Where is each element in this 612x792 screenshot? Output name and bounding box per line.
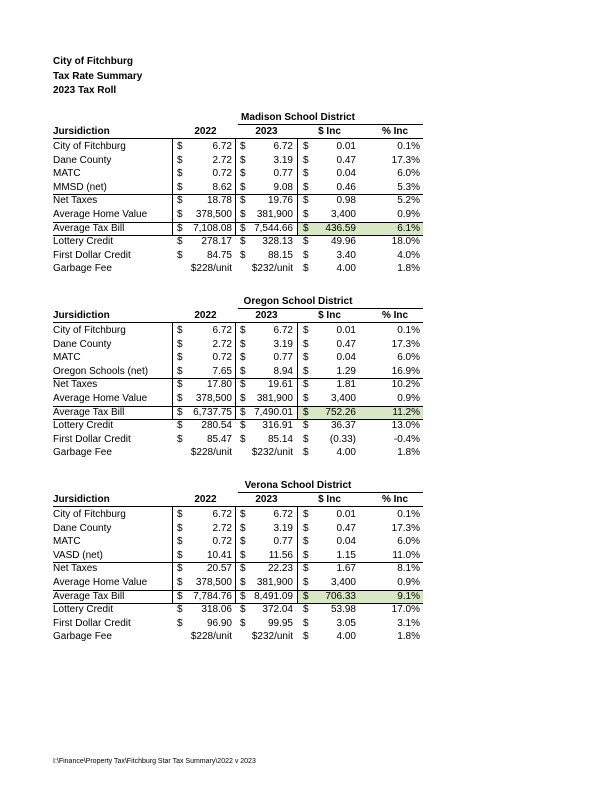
column-separator <box>297 322 298 419</box>
dollar-sign: $ <box>240 141 246 152</box>
value-increase: 0.98 <box>336 195 356 207</box>
value-2023: 6.72 <box>273 509 293 520</box>
value-2022: 0.72 <box>212 168 232 180</box>
percent-increase: -0.4% <box>393 433 420 445</box>
column-header-2023: 2023 <box>255 310 278 321</box>
dollar-sign: $ <box>240 393 246 404</box>
dollar-sign: $ <box>303 263 309 275</box>
row-label: Oregon Schools (net) <box>53 365 149 377</box>
percent-increase: 0.1% <box>397 509 420 520</box>
dollar-sign: $ <box>303 168 309 180</box>
value-2022: 8.62 <box>212 181 232 193</box>
value-increase: 0.47 <box>336 522 356 534</box>
dollar-sign: $ <box>240 420 246 432</box>
percent-increase: 10.2% <box>391 379 420 391</box>
row-label: Lottery Credit <box>53 236 114 248</box>
value-2023: 3.19 <box>273 522 293 534</box>
row-label: Average Home Value <box>53 209 148 220</box>
dollar-sign: $ <box>177 195 183 207</box>
percent-increase: 3.1% <box>397 617 420 629</box>
value-increase: 1.15 <box>336 549 356 561</box>
value-increase: 752.26 <box>325 406 356 418</box>
dollar-sign: $ <box>240 604 246 616</box>
column-header-pct: % Inc <box>381 310 409 321</box>
value-2022: 7,108.08 <box>193 222 232 234</box>
percent-increase: 6.0% <box>397 352 420 364</box>
tax-bill-bottom-rule <box>53 235 423 236</box>
header-underline <box>53 506 423 507</box>
value-2022: 0.72 <box>212 352 232 364</box>
percent-increase: 0.9% <box>397 209 420 220</box>
dollar-sign: $ <box>240 406 246 418</box>
dollar-sign: $ <box>303 590 309 602</box>
column-header-2022: 2022 <box>194 494 217 505</box>
dollar-sign: $ <box>303 365 309 377</box>
value-2023: 316.91 <box>262 420 293 432</box>
row-label: Net Taxes <box>53 379 98 391</box>
percent-increase: 17.3% <box>391 154 420 166</box>
value-2023: 3.19 <box>273 154 293 166</box>
dollar-sign: $ <box>177 406 183 418</box>
dollar-sign: $ <box>240 154 246 166</box>
value-2023: 0.77 <box>273 536 293 548</box>
row-label: First Dollar Credit <box>53 617 131 629</box>
value-increase: 0.01 <box>336 141 356 152</box>
dollar-sign: $ <box>177 536 183 548</box>
dollar-sign: $ <box>303 536 309 548</box>
row-label: Average Home Value <box>53 577 148 588</box>
value-2023: 6.72 <box>273 325 293 336</box>
value-2022: 7,784.76 <box>193 590 232 602</box>
row-label: Garbage Fee <box>53 631 112 643</box>
column-separator <box>297 138 298 235</box>
value-increase: 0.04 <box>336 536 356 548</box>
value-2022: 6.72 <box>212 509 232 520</box>
dollar-sign: $ <box>177 563 183 575</box>
value-2023: 372.04 <box>262 604 293 616</box>
value-2023: 88.15 <box>267 249 293 261</box>
dollar-sign: $ <box>303 249 309 261</box>
value-2023: 381,900 <box>256 393 293 404</box>
value-2023: 3.19 <box>273 338 293 350</box>
header-underline <box>53 138 423 139</box>
dollar-sign: $ <box>177 433 183 445</box>
row-label: Average Tax Bill <box>53 590 125 602</box>
value-increase: 3,400 <box>330 209 356 220</box>
value-increase: (0.33) <box>329 433 356 445</box>
dollar-sign: $ <box>240 563 246 575</box>
percent-increase: 0.9% <box>397 393 420 404</box>
column-header-inc: $ Inc <box>318 494 341 505</box>
value-increase: 0.01 <box>336 509 356 520</box>
column-separator <box>235 322 236 419</box>
value-2022: 378,500 <box>195 577 232 588</box>
subtotal-rule <box>53 194 423 195</box>
column-separator <box>172 322 173 419</box>
value-2022: 6.72 <box>212 325 232 336</box>
dollar-sign: $ <box>303 509 309 520</box>
percent-increase: 4.0% <box>397 249 420 261</box>
dollar-sign: $ <box>303 338 309 350</box>
tax-bill-bottom-rule <box>53 419 423 420</box>
value-2022: $228/unit <box>190 447 232 459</box>
column-separator <box>297 506 298 603</box>
dollar-sign: $ <box>240 181 246 193</box>
dollar-sign: $ <box>303 181 309 193</box>
value-2023: 8.94 <box>273 365 293 377</box>
dollar-sign: $ <box>303 352 309 364</box>
dollar-sign: $ <box>240 433 246 445</box>
value-increase: 0.04 <box>336 352 356 364</box>
tax-bill-top-rule <box>53 222 423 223</box>
value-2023: 328.13 <box>262 236 293 248</box>
value-2022: 2.72 <box>212 154 232 166</box>
value-increase: 0.47 <box>336 338 356 350</box>
dollar-sign: $ <box>303 631 309 643</box>
tax-bill-top-rule <box>53 406 423 407</box>
percent-increase: 0.1% <box>397 325 420 336</box>
value-increase: 49.96 <box>330 236 356 248</box>
value-increase: 706.33 <box>325 590 356 602</box>
dollar-sign: $ <box>177 577 183 588</box>
district-title: Oregon School District <box>243 296 353 307</box>
percent-increase: 17.0% <box>391 604 420 616</box>
value-2023: 85.14 <box>267 433 293 445</box>
dollar-sign: $ <box>177 181 183 193</box>
value-increase: 0.04 <box>336 168 356 180</box>
column-separator <box>172 138 173 235</box>
value-2022: 280.54 <box>201 420 232 432</box>
value-2022: 96.90 <box>206 617 232 629</box>
tax-bill-top-rule <box>53 590 423 591</box>
value-2023: 0.77 <box>273 352 293 364</box>
row-label: Average Home Value <box>53 393 148 404</box>
row-label: VASD (net) <box>53 549 103 561</box>
value-increase: 436.59 <box>325 222 356 234</box>
dollar-sign: $ <box>240 249 246 261</box>
dollar-sign: $ <box>240 617 246 629</box>
value-2022: 378,500 <box>195 209 232 220</box>
dollar-sign: $ <box>303 209 309 220</box>
percent-increase: 17.3% <box>391 338 420 350</box>
row-label: First Dollar Credit <box>53 249 131 261</box>
column-header-jurisdiction: Jursidiction <box>53 310 110 321</box>
column-header-2023: 2023 <box>255 494 278 505</box>
dollar-sign: $ <box>177 325 183 336</box>
dollar-sign: $ <box>240 352 246 364</box>
value-2023: 7,490.01 <box>254 406 293 418</box>
column-separator <box>235 506 236 603</box>
row-label: First Dollar Credit <box>53 433 131 445</box>
value-2023: 381,900 <box>256 577 293 588</box>
dollar-sign: $ <box>177 154 183 166</box>
dollar-sign: $ <box>177 236 183 248</box>
value-2022: 17.80 <box>206 379 232 391</box>
row-label: Garbage Fee <box>53 263 112 275</box>
value-increase: 0.01 <box>336 325 356 336</box>
value-increase: 3,400 <box>330 393 356 404</box>
row-label: Average Tax Bill <box>53 222 125 234</box>
dollar-sign: $ <box>240 325 246 336</box>
file-path-footer: I:\Finance\Property Tax\Fitchburg Star Tax Summary\2022 v 2023 <box>53 758 256 765</box>
value-2022: 6,737.75 <box>193 406 232 418</box>
dollar-sign: $ <box>240 338 246 350</box>
dollar-sign: $ <box>240 577 246 588</box>
value-2022: 0.72 <box>212 536 232 548</box>
dollar-sign: $ <box>177 222 183 234</box>
value-increase: 53.98 <box>330 604 356 616</box>
row-label: Net Taxes <box>53 563 98 575</box>
column-header-jurisdiction: Jursidiction <box>53 494 110 505</box>
dollar-sign: $ <box>177 590 183 602</box>
value-2022: 2.72 <box>212 522 232 534</box>
row-label: City of Fitchburg <box>53 325 126 336</box>
row-label: MATC <box>53 536 81 548</box>
value-2022: 84.75 <box>206 249 232 261</box>
value-2023: 11.56 <box>268 549 293 561</box>
dollar-sign: $ <box>177 509 183 520</box>
row-label: Dane County <box>53 522 112 534</box>
value-2023: 99.95 <box>267 617 293 629</box>
value-2022: 318.06 <box>201 604 232 616</box>
header-roll: 2023 Tax Roll <box>53 85 117 96</box>
percent-increase: 13.0% <box>391 420 420 432</box>
value-2022: 20.57 <box>206 563 232 575</box>
percent-increase: 0.9% <box>397 577 420 588</box>
dollar-sign: $ <box>177 549 183 561</box>
value-2023: $232/unit <box>251 447 293 459</box>
dollar-sign: $ <box>303 549 309 561</box>
value-2023: $232/unit <box>251 263 293 275</box>
percent-increase: 1.8% <box>397 447 420 459</box>
header-underline <box>53 322 423 323</box>
value-2023: 6.72 <box>273 141 293 152</box>
dollar-sign: $ <box>177 420 183 432</box>
dollar-sign: $ <box>303 325 309 336</box>
row-label: Lottery Credit <box>53 604 114 616</box>
dollar-sign: $ <box>177 522 183 534</box>
column-header-inc: $ Inc <box>318 310 341 321</box>
dollar-sign: $ <box>177 168 183 180</box>
district-title: Madison School District <box>241 112 355 123</box>
subtotal-rule <box>53 378 423 379</box>
value-2022: 85.47 <box>206 433 232 445</box>
row-label: Net Taxes <box>53 195 98 207</box>
dollar-sign: $ <box>177 379 183 391</box>
dollar-sign: $ <box>240 590 246 602</box>
report-header <box>53 55 142 99</box>
percent-increase: 5.3% <box>397 181 420 193</box>
dollar-sign: $ <box>177 338 183 350</box>
column-header-jurisdiction: Jursidiction <box>53 126 110 137</box>
value-2022: 10.41 <box>206 549 232 561</box>
value-increase: 4.00 <box>336 263 356 275</box>
dollar-sign: $ <box>303 420 309 432</box>
percent-increase: 8.1% <box>397 563 420 575</box>
value-2022: 6.72 <box>212 141 232 152</box>
dollar-sign: $ <box>240 365 246 377</box>
dollar-sign: $ <box>303 393 309 404</box>
dollar-sign: $ <box>303 617 309 629</box>
percent-increase: 1.8% <box>397 631 420 643</box>
dollar-sign: $ <box>240 168 246 180</box>
dollar-sign: $ <box>177 209 183 220</box>
dollar-sign: $ <box>177 365 183 377</box>
column-header-2022: 2022 <box>194 126 217 137</box>
dollar-sign: $ <box>240 195 246 207</box>
percent-increase: 1.8% <box>397 263 420 275</box>
dollar-sign: $ <box>303 577 309 588</box>
dollar-sign: $ <box>177 604 183 616</box>
percent-increase: 11.0% <box>392 549 420 561</box>
dollar-sign: $ <box>303 604 309 616</box>
value-increase: 1.67 <box>336 563 356 575</box>
row-label: Garbage Fee <box>53 447 112 459</box>
row-label: Dane County <box>53 338 112 350</box>
percent-increase: 0.1% <box>397 141 420 152</box>
value-2022: 2.72 <box>212 338 232 350</box>
dollar-sign: $ <box>303 236 309 248</box>
dollar-sign: $ <box>303 195 309 207</box>
dollar-sign: $ <box>240 222 246 234</box>
value-2023: $232/unit <box>251 631 293 643</box>
dollar-sign: $ <box>303 563 309 575</box>
percent-increase: 17.3% <box>391 522 420 534</box>
dollar-sign: $ <box>177 393 183 404</box>
value-2022: $228/unit <box>190 631 232 643</box>
column-header-pct: % Inc <box>381 494 409 505</box>
dollar-sign: $ <box>303 447 309 459</box>
value-increase: 36.37 <box>330 420 356 432</box>
value-increase: 0.46 <box>336 181 356 193</box>
header-title: Tax Rate Summary <box>53 70 143 82</box>
percent-increase: 6.1% <box>397 222 420 234</box>
row-label: Dane County <box>53 154 112 166</box>
dollar-sign: $ <box>177 352 183 364</box>
value-2023: 7,544.66 <box>254 222 293 234</box>
value-increase: 3.40 <box>336 249 356 261</box>
value-2023: 381,900 <box>256 209 293 220</box>
district-title: Verona School District <box>244 480 352 491</box>
tax-bill-bottom-rule <box>53 603 423 604</box>
percent-increase: 18.0% <box>391 236 420 248</box>
dollar-sign: $ <box>303 154 309 166</box>
row-label: Lottery Credit <box>53 420 114 432</box>
dollar-sign: $ <box>240 536 246 548</box>
dollar-sign: $ <box>303 379 309 391</box>
percent-increase: 5.2% <box>397 195 420 207</box>
dollar-sign: $ <box>240 209 246 220</box>
value-2022: 7.65 <box>212 365 232 377</box>
dollar-sign: $ <box>177 249 183 261</box>
value-2023: 8,491.09 <box>254 590 293 602</box>
dollar-sign: $ <box>303 141 309 152</box>
dollar-sign: $ <box>177 617 183 629</box>
value-increase: 0.47 <box>336 154 356 166</box>
value-increase: 3,400 <box>330 577 356 588</box>
dollar-sign: $ <box>240 236 246 248</box>
dollar-sign: $ <box>303 433 309 445</box>
value-2023: 19.61 <box>267 379 293 391</box>
dollar-sign: $ <box>240 549 246 561</box>
percent-increase: 6.0% <box>397 536 420 548</box>
dollar-sign: $ <box>303 222 309 234</box>
value-2023: 9.08 <box>273 181 293 193</box>
dollar-sign: $ <box>240 509 246 520</box>
value-2023: 0.77 <box>273 168 293 180</box>
column-separator <box>172 506 173 603</box>
column-header-2023: 2023 <box>255 126 278 137</box>
row-label: MATC <box>53 352 81 364</box>
value-increase: 1.81 <box>336 379 356 391</box>
row-label: Average Tax Bill <box>53 406 125 418</box>
value-2023: 22.23 <box>267 563 293 575</box>
subtotal-rule <box>53 562 423 563</box>
value-increase: 4.00 <box>336 447 356 459</box>
dollar-sign: $ <box>240 379 246 391</box>
column-header-2022: 2022 <box>194 310 217 321</box>
dollar-sign: $ <box>177 141 183 152</box>
dollar-sign: $ <box>303 522 309 534</box>
value-increase: 3.05 <box>336 617 356 629</box>
percent-increase: 9.1% <box>397 590 420 602</box>
percent-increase: 11.2% <box>392 406 420 418</box>
percent-increase: 6.0% <box>397 168 420 180</box>
dollar-sign: $ <box>240 522 246 534</box>
column-separator <box>235 138 236 235</box>
dollar-sign: $ <box>303 406 309 418</box>
column-header-pct: % Inc <box>381 126 409 137</box>
value-2022: 18.78 <box>206 195 232 207</box>
header-city: City of Fitchburg <box>53 56 133 67</box>
percent-increase: 16.9% <box>391 365 420 377</box>
value-2022: $228/unit <box>190 263 232 275</box>
row-label: City of Fitchburg <box>53 509 126 520</box>
value-increase: 4.00 <box>336 631 356 643</box>
column-header-inc: $ Inc <box>318 126 341 137</box>
row-label: MATC <box>53 168 81 180</box>
value-2022: 378,500 <box>195 393 232 404</box>
value-increase: 1.29 <box>336 365 356 377</box>
row-label: City of Fitchburg <box>53 141 126 152</box>
value-2022: 278.17 <box>201 236 232 248</box>
row-label: MMSD (net) <box>53 181 107 193</box>
value-2023: 19.76 <box>267 195 293 207</box>
